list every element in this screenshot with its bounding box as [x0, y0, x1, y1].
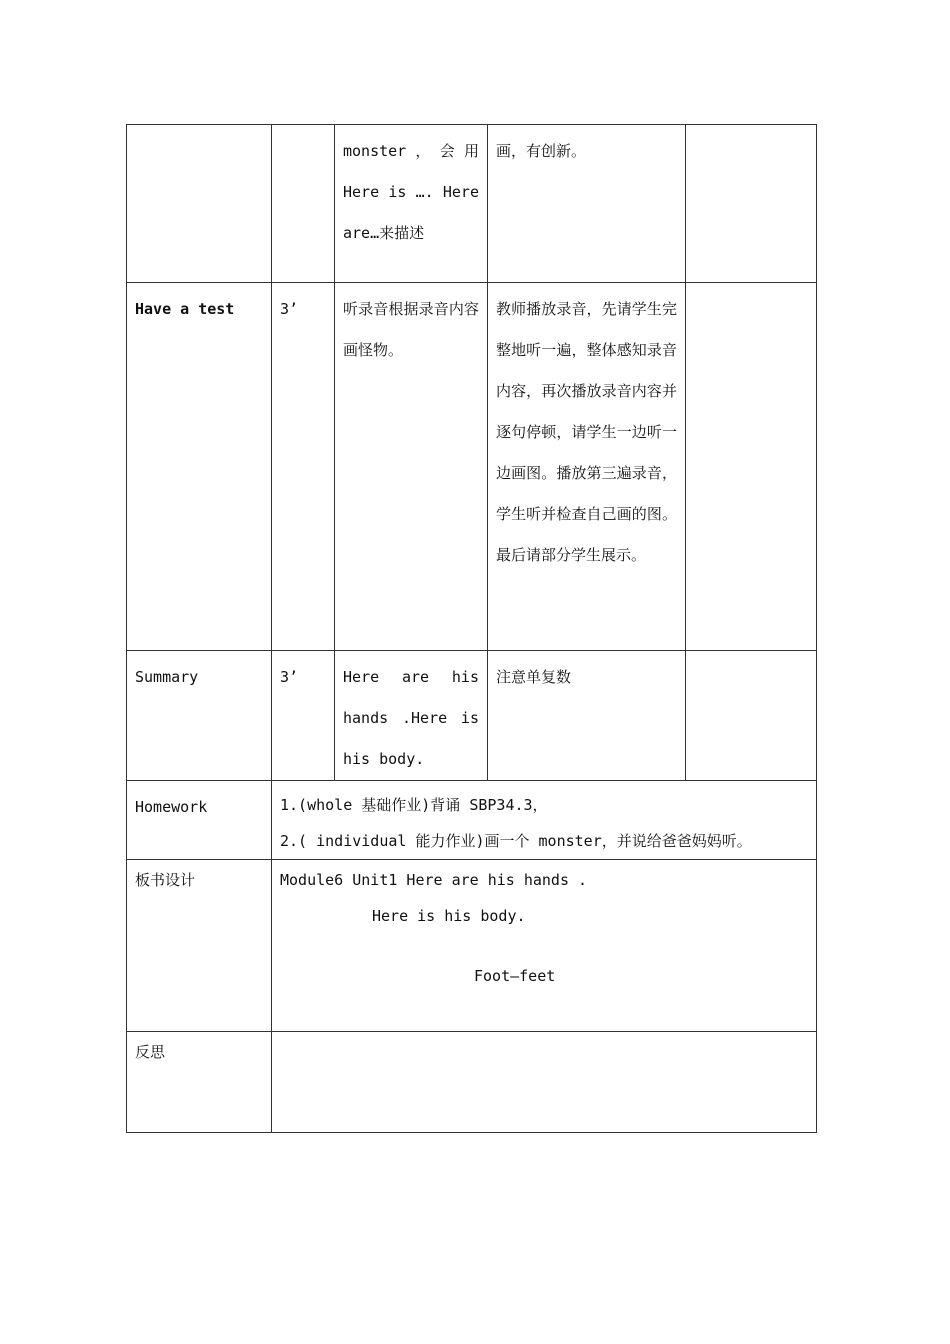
homework-line-1: 1.(whole 基础作业)背诵 SBP34.3， [280, 796, 548, 814]
board-line-2: Here is his body. [372, 907, 526, 925]
teacher-activity-cell: 教师播放录音，先请学生完整地听一遍，整体感知录音内容，再次播放录音内容并逐句停顿，请学生一边听一边画图。播放第三遍录音，学生听并检查自己画的图。最后请部分学生展示。 [488, 283, 686, 651]
homework-content [272, 781, 817, 860]
reflection-label: 反思 [127, 1032, 272, 1133]
homework-line-2: 2.( individual 能力作业)画一个 monster，并说给爸爸妈妈听。 [280, 832, 752, 850]
time-cell [272, 125, 335, 283]
lesson-plan-table [126, 124, 817, 1133]
student-activity-cell: monster ， 会 用 Here is …. Here are…来描述 [335, 125, 488, 283]
board-line-1: Module6 Unit1 Here are his hands . [280, 871, 588, 889]
teacher-activity-cell: 画，有创新。 [488, 125, 686, 283]
stage-cell: Summary [127, 651, 272, 781]
note-cell [686, 651, 817, 781]
homework-row [127, 781, 817, 860]
stage-cell: Have a test [127, 283, 272, 651]
student-activity-cell: Here are his hands .Here is his body. [335, 651, 488, 781]
table-row [127, 283, 817, 651]
board-design-label: 板书设计 [127, 860, 272, 1032]
table-row [127, 125, 817, 283]
table-row [127, 651, 817, 781]
board-line-3: Foot—feet [474, 967, 556, 985]
reflection-row [127, 1032, 817, 1133]
reflection-content [272, 1032, 817, 1133]
student-activity-cell: 听录音根据录音内容画怪物。 [335, 283, 488, 651]
homework-label: Homework [127, 781, 272, 860]
stage-cell [127, 125, 272, 283]
time-cell: 3’ [272, 651, 335, 781]
board-design-row [127, 860, 817, 1032]
note-cell [686, 283, 817, 651]
teacher-activity-cell: 注意单复数 [488, 651, 686, 781]
board-design-content [272, 860, 817, 1032]
time-cell: 3’ [272, 283, 335, 651]
note-cell [686, 125, 817, 283]
